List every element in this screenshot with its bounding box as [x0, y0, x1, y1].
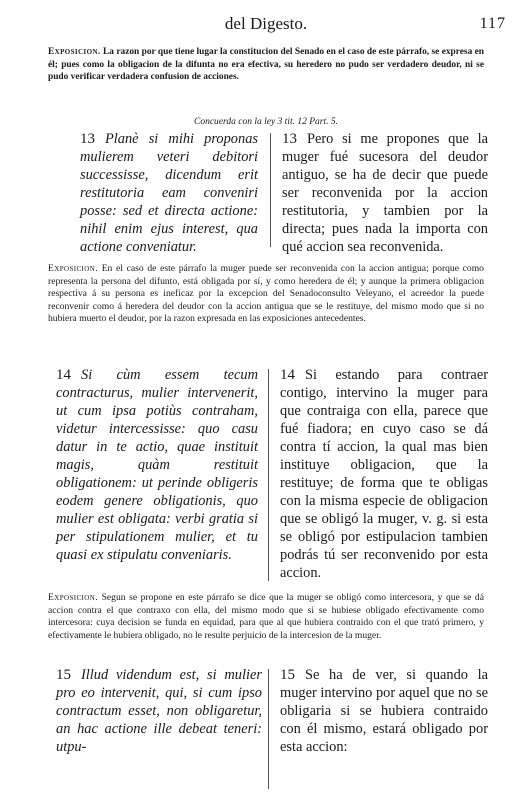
latin-paragraph-13	[80, 130, 258, 256]
spanish-paragraph-14	[280, 366, 488, 582]
spanish-text: Si estando para contraer contigo, intervino la muger para que contraiga con ella, parece que fué fiadora; en cuyo caso se dá contra tí accion, la qual mas bien instituye obligacion, que la restituye; de forma que te obligas con la misma especie de obligacion que se obligó la muger, v. g. si esta se obligó por estipulacion tambien podrás tú ser reconvenido por esta accion.	[280, 367, 488, 581]
exposicion-text: En el caso de este párrafo la muger puede ser reconvenida con la accion antigua; porque como representa la persona del difunto, está obligada por sí, y como heredera de él; y aunque la primera obligacion respectiva á su persona es ineficaz por la excepcion del Senadoconsulto Veleyano, el acreedor la puede reconvenir como á heredera del deudor con la accion antigua que se le restituye, del mismo modo que si no hubiera muerto el deudor, por la razon expresada en las exposiciones antecedentes.	[48, 263, 484, 325]
exposicion-text: La razon por que tiene lugar la constitucion del Senado en el caso de este párrafo, se expresa en él; pues como la obligacion de la difunta no era efectiva, su heredero no pudo ser verdadero deudor, ni se pudo verificar verdadera confusion de acciones.	[48, 47, 485, 83]
paragraph-number: 14	[280, 367, 295, 383]
exposicion-paragraph-13	[48, 263, 484, 326]
exposicion-lead: Exposicion.	[48, 47, 101, 57]
paragraph-number: 13	[282, 131, 297, 147]
latin-text: Planè si mihi proponas mulierem veteri debitori successisse, dicendum erit restitutoria eam conveniri posse: sed et directa actione: nihil enim ejus interest, qua actione conveniatur.	[80, 131, 258, 255]
exposicion-lead: Exposicion.	[48, 263, 98, 274]
latin-text: Illud videndum est, si mulier pro eo intervenit, qui, si cum ipso contractum esset, non obligaretur, an hac actione ille debeat teneri: utpu-	[56, 667, 262, 755]
paragraph-number: 15	[280, 667, 295, 683]
latin-text: Si cùm essem tecum contracturus, mulier intervenerit, ut cum ipsa potiùs contraham, videtur intercessisse: quo casu datur in te actio, quae instituit magis, quàm restituit obligationem: ut perinde obligeris eodem genere obligationis, quo mulier est obligata: verbi gratia si per stipulationem mulier, et tu quasi ex stipulatu conveniaris.	[56, 367, 258, 563]
paragraph-number: 15	[56, 667, 71, 683]
spanish-paragraph-15	[280, 666, 488, 756]
exposicion-paragraph-12	[48, 46, 484, 84]
column-divider	[268, 669, 269, 789]
spanish-text: Se ha de ver, si quando la muger intervino por aquel que no se obligaria si se hubiera contraido con él mismo, estará obligado por esta accion:	[280, 667, 488, 755]
paragraph-number: 14	[56, 367, 71, 383]
exposicion-text: Segun se propone en este párrafo se dice que la muger se obligó como intercesora, y que se dá accion contra el que contraxo con ella, del mismo modo que si se hubiese obligado efectivamente como intercesora: cuya decision se funda en equidad, para que al que hubiera contraido con el que trató primero, y efectivamente le hubiera obligado, no le resulte perjuicio de la intercesion de la muger.	[48, 592, 484, 641]
spanish-paragraph-13	[282, 130, 488, 256]
concordance-note: Concuerda con la ley 3 tit. 12 Part. 5.	[194, 117, 338, 127]
latin-paragraph-14	[56, 366, 258, 564]
paragraph-number: 13	[80, 131, 95, 147]
column-divider	[270, 133, 271, 247]
exposicion-lead: Exposicion.	[48, 592, 98, 603]
page-number: 117	[479, 15, 506, 32]
exposicion-paragraph-14	[48, 592, 484, 642]
running-header: del Digesto.	[224, 14, 308, 33]
spanish-text: Pero si me propones que la muger fué sucesora del deudor antiguo, se ha de decir que puede ser reconvenida por la accion restitutoria, y tambien por la directa; pues nada la importa con qué accion sea reconvenida.	[282, 131, 488, 255]
latin-paragraph-15	[56, 666, 262, 756]
column-divider	[268, 369, 269, 581]
